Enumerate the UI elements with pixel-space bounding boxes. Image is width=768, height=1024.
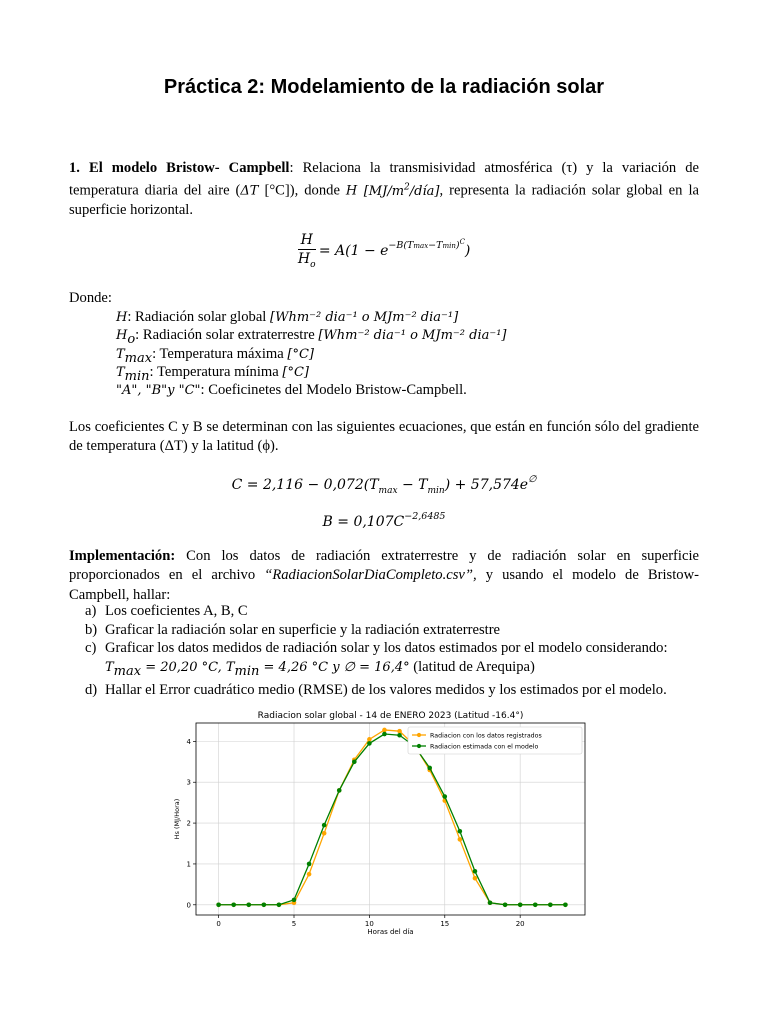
intro-text-3: , representa la radiación solar global en la superficie horizontal. xyxy=(69,182,699,219)
legend-label-0: Radiacion con los datos registrados xyxy=(430,732,542,740)
def-ho: $H_o$: Radiación solar extraterrestre [Whm⁻² dia⁻¹ o MJm⁻² dia⁻¹] xyxy=(116,327,507,347)
list-item: b) Graficar la radiación solar en superficie y la radiación extraterrestre xyxy=(85,621,501,638)
x-axis-label: Horas del día xyxy=(367,928,414,936)
series-1-point xyxy=(231,902,236,907)
series-1-point xyxy=(548,902,553,907)
def-tmin: $T_{min}$: Temperatura mínima [°C] xyxy=(116,364,309,384)
series-1-point xyxy=(563,902,568,907)
fraction-numerator: H xyxy=(298,232,316,250)
series-1-point xyxy=(518,902,523,907)
series-1-point xyxy=(277,902,282,907)
list-item-continuation: $T_{max} = 20,20$ °C, $T_{min} = 4,26$ °C y ∅ = 16,4° (latitud de Arequipa) xyxy=(105,658,535,679)
series-0-point xyxy=(382,728,387,733)
h-symbol: H xyxy=(345,183,358,199)
series-1-point xyxy=(397,733,402,738)
intro-text: : Relaciona la transmisividad atmosférica (τ) y la variación de temperatura diaria del aire ( xyxy=(69,160,700,199)
series-1-point xyxy=(307,862,312,867)
series-1-point xyxy=(246,902,251,907)
series-1-point xyxy=(442,794,447,799)
task-list xyxy=(85,602,700,700)
list-item: c) Graficar los datos medidos de radiación solar y los datos estimados por el modelo considerando: xyxy=(85,640,668,657)
eq1-close: ) xyxy=(464,242,471,259)
series-0-point xyxy=(367,737,372,742)
eq1-exponent: −B(Tmax−Tmin)C xyxy=(388,237,465,251)
x-tick-label: 0 xyxy=(216,920,221,928)
equation-bristow-campbell xyxy=(0,232,768,270)
series-0-point xyxy=(322,831,327,836)
page-title: Práctica 2: Modelamiento de la radiación solar xyxy=(163,76,605,98)
intro-paragraph xyxy=(69,159,699,221)
intro-heading: 1. El modelo Bristow- Campbell xyxy=(69,160,290,176)
series-1-point xyxy=(337,788,342,793)
chart-title: Radiacion solar global - 14 de ENERO 2023 (Latitud -16.4°) xyxy=(257,711,524,721)
series-0-point xyxy=(397,729,402,734)
equation-c: $C = 2,116 - 0,072(T_{max} - T_{min}) + 57,574e^\emptyset$ xyxy=(231,474,537,496)
coef-paragraph: Los coeficientes C y B se determinan con las siguientes ecuaciones, que están en función sólo del gradiente de temperatura (ΔT) y la latitud (ϕ). xyxy=(69,419,699,455)
def-h: H: Radiación solar global [Whm⁻² dia⁻¹ o MJm⁻² dia⁻¹] xyxy=(116,309,459,325)
series-1-point xyxy=(322,823,327,828)
def-coefficients: "A", "B"y "C": Coeficinetes del Modelo Bristow-Campbell. xyxy=(116,382,467,398)
y-tick-label: 2 xyxy=(186,819,191,828)
x-tick-label: 5 xyxy=(291,920,297,928)
y-tick-label: 4 xyxy=(186,737,191,746)
legend-marker-0 xyxy=(417,733,421,737)
series-0-point xyxy=(307,872,312,877)
series-0-point xyxy=(458,837,463,842)
intro-text-2: ), donde xyxy=(289,182,346,199)
csv-filename: “RadiacionSolarDiaCompleto.csv”, xyxy=(264,567,477,584)
x-tick-label: 20 xyxy=(515,920,525,928)
series-1-point xyxy=(503,902,508,907)
series-1-point xyxy=(427,766,432,771)
list-item: a) Los coeficientes A, B, C xyxy=(85,603,248,619)
donde-label: Donde: xyxy=(69,290,112,306)
series-1-point xyxy=(216,902,221,907)
series-1-point xyxy=(458,829,463,834)
legend-label-1: Radiacion estimada con el modelo xyxy=(430,743,539,751)
series-1-point xyxy=(367,741,372,746)
x-tick-label: 15 xyxy=(440,920,450,928)
radiation-chart xyxy=(170,706,590,942)
series-1-point xyxy=(352,760,357,765)
y-axis-label: Hs (MJ/Hora) xyxy=(173,798,181,840)
y-tick-label: 0 xyxy=(186,901,191,910)
unit-c: [°C] xyxy=(258,182,290,199)
equation-b: $B = 0,107C^{-2,6485}$ xyxy=(322,511,446,530)
fraction-denominator: $H_o$ xyxy=(297,251,316,270)
y-tick-label: 1 xyxy=(186,860,191,869)
delta-t: ΔT xyxy=(240,183,259,199)
y-tick-label: 3 xyxy=(186,778,191,787)
series-1-point xyxy=(473,869,478,874)
h-unit: $[MJ/m^2/día]$ xyxy=(357,182,440,199)
implementation-paragraph: Implementación: Con los datos de radiación extraterrestre y de radiación solar en superficie proporcionados en el archivo “RadiacionSolarDiaCompleto.csv”, y usando el modelo de Bristow-Campbell, hallar: xyxy=(69,548,699,603)
def-tmax: $T_{max}$: Temperatura máxima [°C] xyxy=(116,346,314,366)
legend-marker-1 xyxy=(417,744,421,748)
series-1-point xyxy=(382,732,387,737)
list-item: d) Hallar el Error cuadrático medio (RMSE) de los valores medidos y los estimados por el modelo. xyxy=(85,682,667,699)
x-tick-label: 10 xyxy=(364,920,374,928)
chart-svg xyxy=(170,706,590,942)
series-0-point xyxy=(473,876,478,881)
series-line-1 xyxy=(219,734,566,905)
series-line-0 xyxy=(219,730,566,905)
series-1-point xyxy=(533,902,538,907)
series-1-point xyxy=(262,902,267,907)
implementation-heading: Implementación: xyxy=(69,548,176,564)
eq1-rhs: = A(1 − e xyxy=(318,242,389,259)
series-1-point xyxy=(292,898,297,903)
series-1-point xyxy=(488,900,493,905)
fraction-h-ho xyxy=(298,232,316,270)
